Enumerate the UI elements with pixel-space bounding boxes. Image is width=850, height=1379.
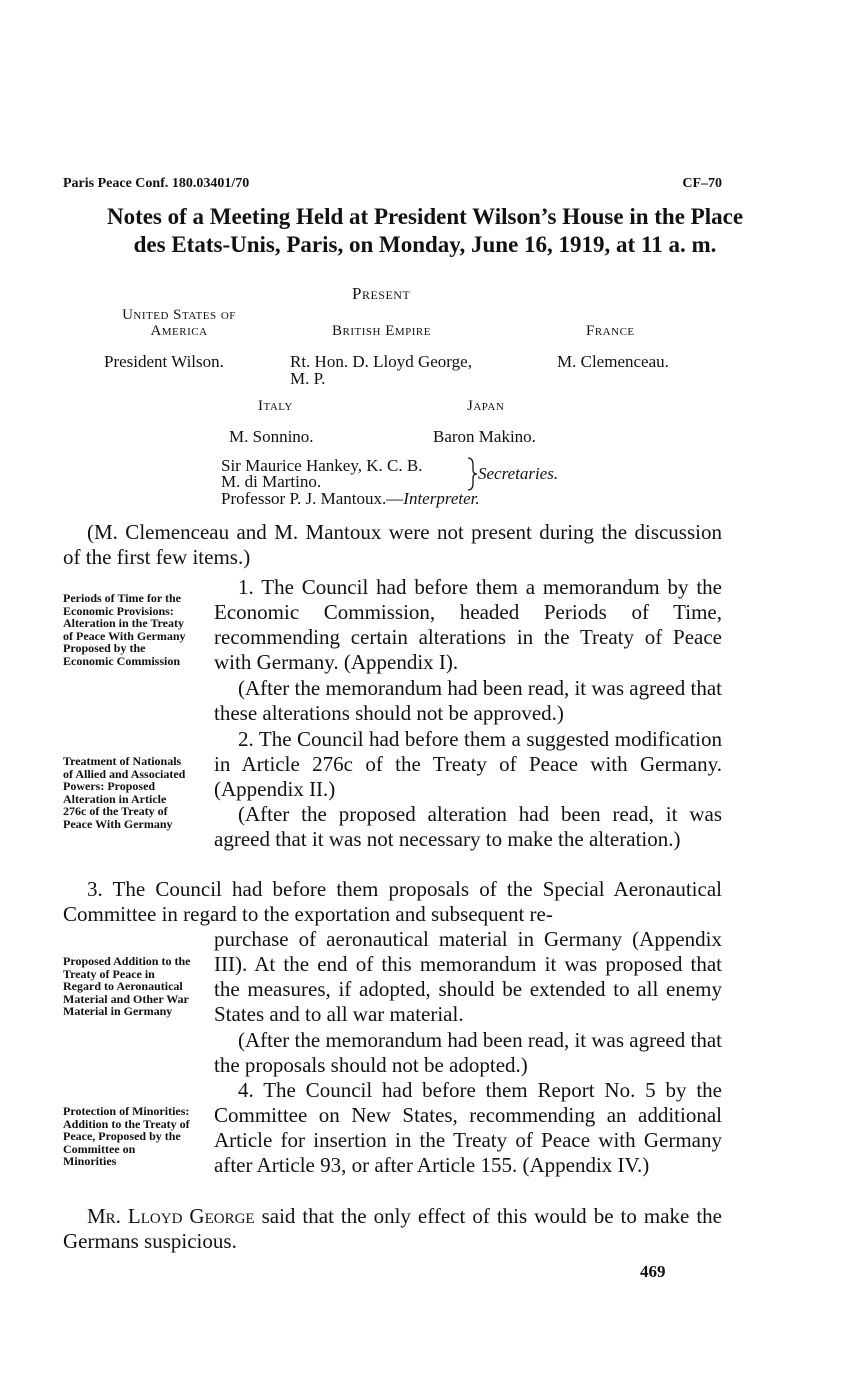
item-1-note: (After the memorandum had been read, it was agreed that these alterations should not be approved.) [214,676,722,725]
title-line-1: Notes of a Meeting Held at President Wilson’s House in the Place [106,204,744,229]
british-member [290,353,472,387]
item-2-note: (After the proposed alteration had been read, it was agreed that it was not necessary to make the alteration.) [214,802,722,851]
item-3-rest: purchase of aeronautical material in Germany (Appendix III). At the end of this memorandum it was proposed that the measures, if adopted, should be extended to all enemy States and to all war material. [214,927,722,1026]
document-title [40,203,810,259]
closing-remark [63,1204,722,1254]
secretary-hankey: Sir Maurice Hankey, K. C. B. [221,456,423,475]
sidenote-treatment-of-nationals: Treatment of Nationals of Allied and Associated Powers: Proposed Alteration in Article 276c of the Treaty of Peace With Germany [63,754,186,831]
usa-heading-line-2: America [150,323,208,339]
title-line-2: des Etats-Unis, Paris, on Monday, June 16, 1919, at 11 a. m. [133,232,717,257]
british-member-line-1: Rt. Hon. D. Lloyd George, [290,352,472,371]
speaker-name: Mr. Lloyd George [87,1204,255,1228]
france-member: M. Clemenceau. [557,352,669,371]
sidenote-aeronautical-material: Proposed Addition to the Treaty of Peace in Regard to Aeronautical Material and Other War Material in Germany [63,954,191,1018]
item-2-text: 2. The Council had before them a suggested modification in Article 276c of the Treaty of Peace with Germany. (Appendix II.) [214,727,722,801]
interpreter-line [221,490,480,507]
secretaries-brace [466,456,478,492]
usa-member: President Wilson. [104,352,224,371]
item-1-text: 1. The Council had before them a memorandum by the Economic Commission, headed Periods of Time, recommending certain alterations in the Treaty of Peace with Germany. (Appendix I). [214,575,722,674]
italy-member: M. Sonnino. [229,427,314,446]
british-member-line-2: M. P. [290,369,326,388]
page-number: 469 [640,1262,666,1281]
japan-member: Baron Makino. [433,427,536,446]
file-reference: Paris Peace Conf. 180.03401/70 [63,176,250,191]
item-4-text: 4. The Council had before them Report No. 5 by the Committee on New States, recommending an additional Article for insertion in the Treaty of Peace with Germany after Article 93, or after Article 155. (Appendix IV.) [214,1078,722,1177]
opening-note: (M. Clemenceau and M. Mantoux were not present during the discussion of the first few items.) [63,520,722,569]
item-3-lead: 3. The Council had before them proposals of the Special Aeronautical Committee in regard to the exportation and subsequent re- [63,877,722,926]
british-heading: British Empire [332,323,431,339]
sidenote-periods-of-time: Periods of Time for the Economic Provisions: Alteration in the Treaty of Peace With Germany Proposed by the Economic Commission [63,591,186,668]
usa-heading [104,307,254,339]
secretary-di-martino: M. di Martino. [221,472,322,491]
interpreter-label: Interpreter. [403,489,480,508]
closing-text: said that the only effect of this would be to make the Germans suspicious. [63,1204,722,1253]
france-heading: France [586,323,635,339]
item-3-note: (After the memorandum had been read, it was agreed that the proposals should not be adopted.) [214,1028,722,1077]
sidenote-protection-of-minorities: Protection of Minorities: Addition to the Treaty of Peace, Proposed by the Committee on Minorities [63,1104,190,1168]
present-heading: Present [352,284,411,303]
japan-heading: Japan [467,398,505,414]
document-code: CF–70 [682,176,722,191]
italy-heading: Italy [258,398,293,414]
interpreter-name: Professor P. J. Mantoux.— [221,489,404,508]
usa-heading-line-1: United States of [122,307,236,323]
secretaries-label: Secretaries. [478,464,559,483]
